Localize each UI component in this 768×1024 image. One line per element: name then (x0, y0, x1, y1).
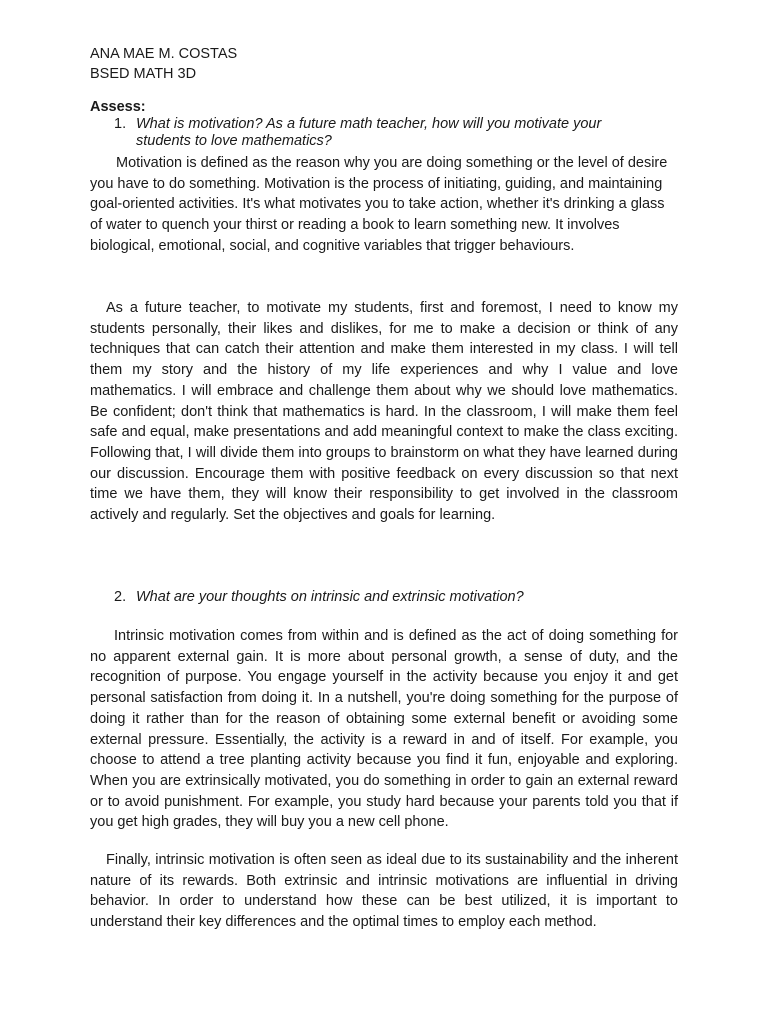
question-1-text: What is motivation? As a future math teacher, how will you motivate your students to love mathematics? (136, 116, 602, 149)
question-2-text: What are your thoughts on intrinsic and extrinsic motivation? (136, 589, 524, 605)
question-2 (114, 589, 634, 606)
student-course: BSED MATH 3D (90, 66, 197, 82)
answer-1-paragraph-2: As a future teacher, to motivate my students, first and foremost, I need to know my students personally, their likes and dislikes, for me to make a decision or think of any techniques that can catch their attention and make them interested in my class. I will tell them my story and the history of my life experiences and why I value and love mathematics. I will embrace and challenge them about why we should love mathematics. Be confident; don't think that mathematics is hard. In the classroom, I will make them feel safe and equal, make presentations and add meaningful context to make the class exciting. Following that, I will divide them into groups to brainstorm on what they have learned during our discussion. Encourage them with positive feedback on every discussion so that next time we have them, they will know their responsibility to get involved in the classroom actively and regularly. Set the objectives and goals for learning. (90, 300, 678, 524)
student-header (90, 44, 237, 84)
student-name: ANA MAE M. COSTAS (90, 46, 238, 62)
question-1-number: 1. (114, 116, 127, 132)
assess-heading: Assess: (90, 99, 146, 115)
question-2-number: 2. (114, 589, 127, 605)
answer-2-paragraph-1: Intrinsic motivation comes from within and is defined as the act of doing something for no apparent external gain. It is more about personal growth, a sense of duty, and the recognition of purpose. You engage yourself in the activity because you enjoy it and get personal satisfaction from doing it. In a nutshell, you're doing something for the purpose of doing it rather than for the reason of obtaining some external benefit or avoiding some external pressure. Essentially, the activity is a reward in and of itself. For example, you choose to attend a tree planting activity because you find it fun, enjoyable and exploring. When you are extrinsically motivated, you do something in order to gain an external reward or to avoid punishment. For example, you study hard because your parents told you that if you get high grades, they will buy you a new cell phone. (90, 628, 678, 831)
answer-1-paragraph-1: Motivation is defined as the reason why you are doing something or the level of desire you have to do something. Motivation is the process of initiating, guiding, and maintaining goal-oriented activities. It's what motivates you to take action, whether it's drinking a glass of water to quench your thirst or reading a book to learn something new. It involves biological, emotional, social, and cognitive variables that trigger behaviours. (90, 155, 668, 254)
question-1 (114, 116, 634, 150)
answer-2-paragraph-2: Finally, intrinsic motivation is often seen as ideal due to its sustainability and the inherent nature of its rewards. Both extrinsic and intrinsic motivations are influential in driving behavior. In order to understand how these can be best utilized, it is important to understand their key differences and the optimal times to employ each method. (90, 852, 678, 931)
